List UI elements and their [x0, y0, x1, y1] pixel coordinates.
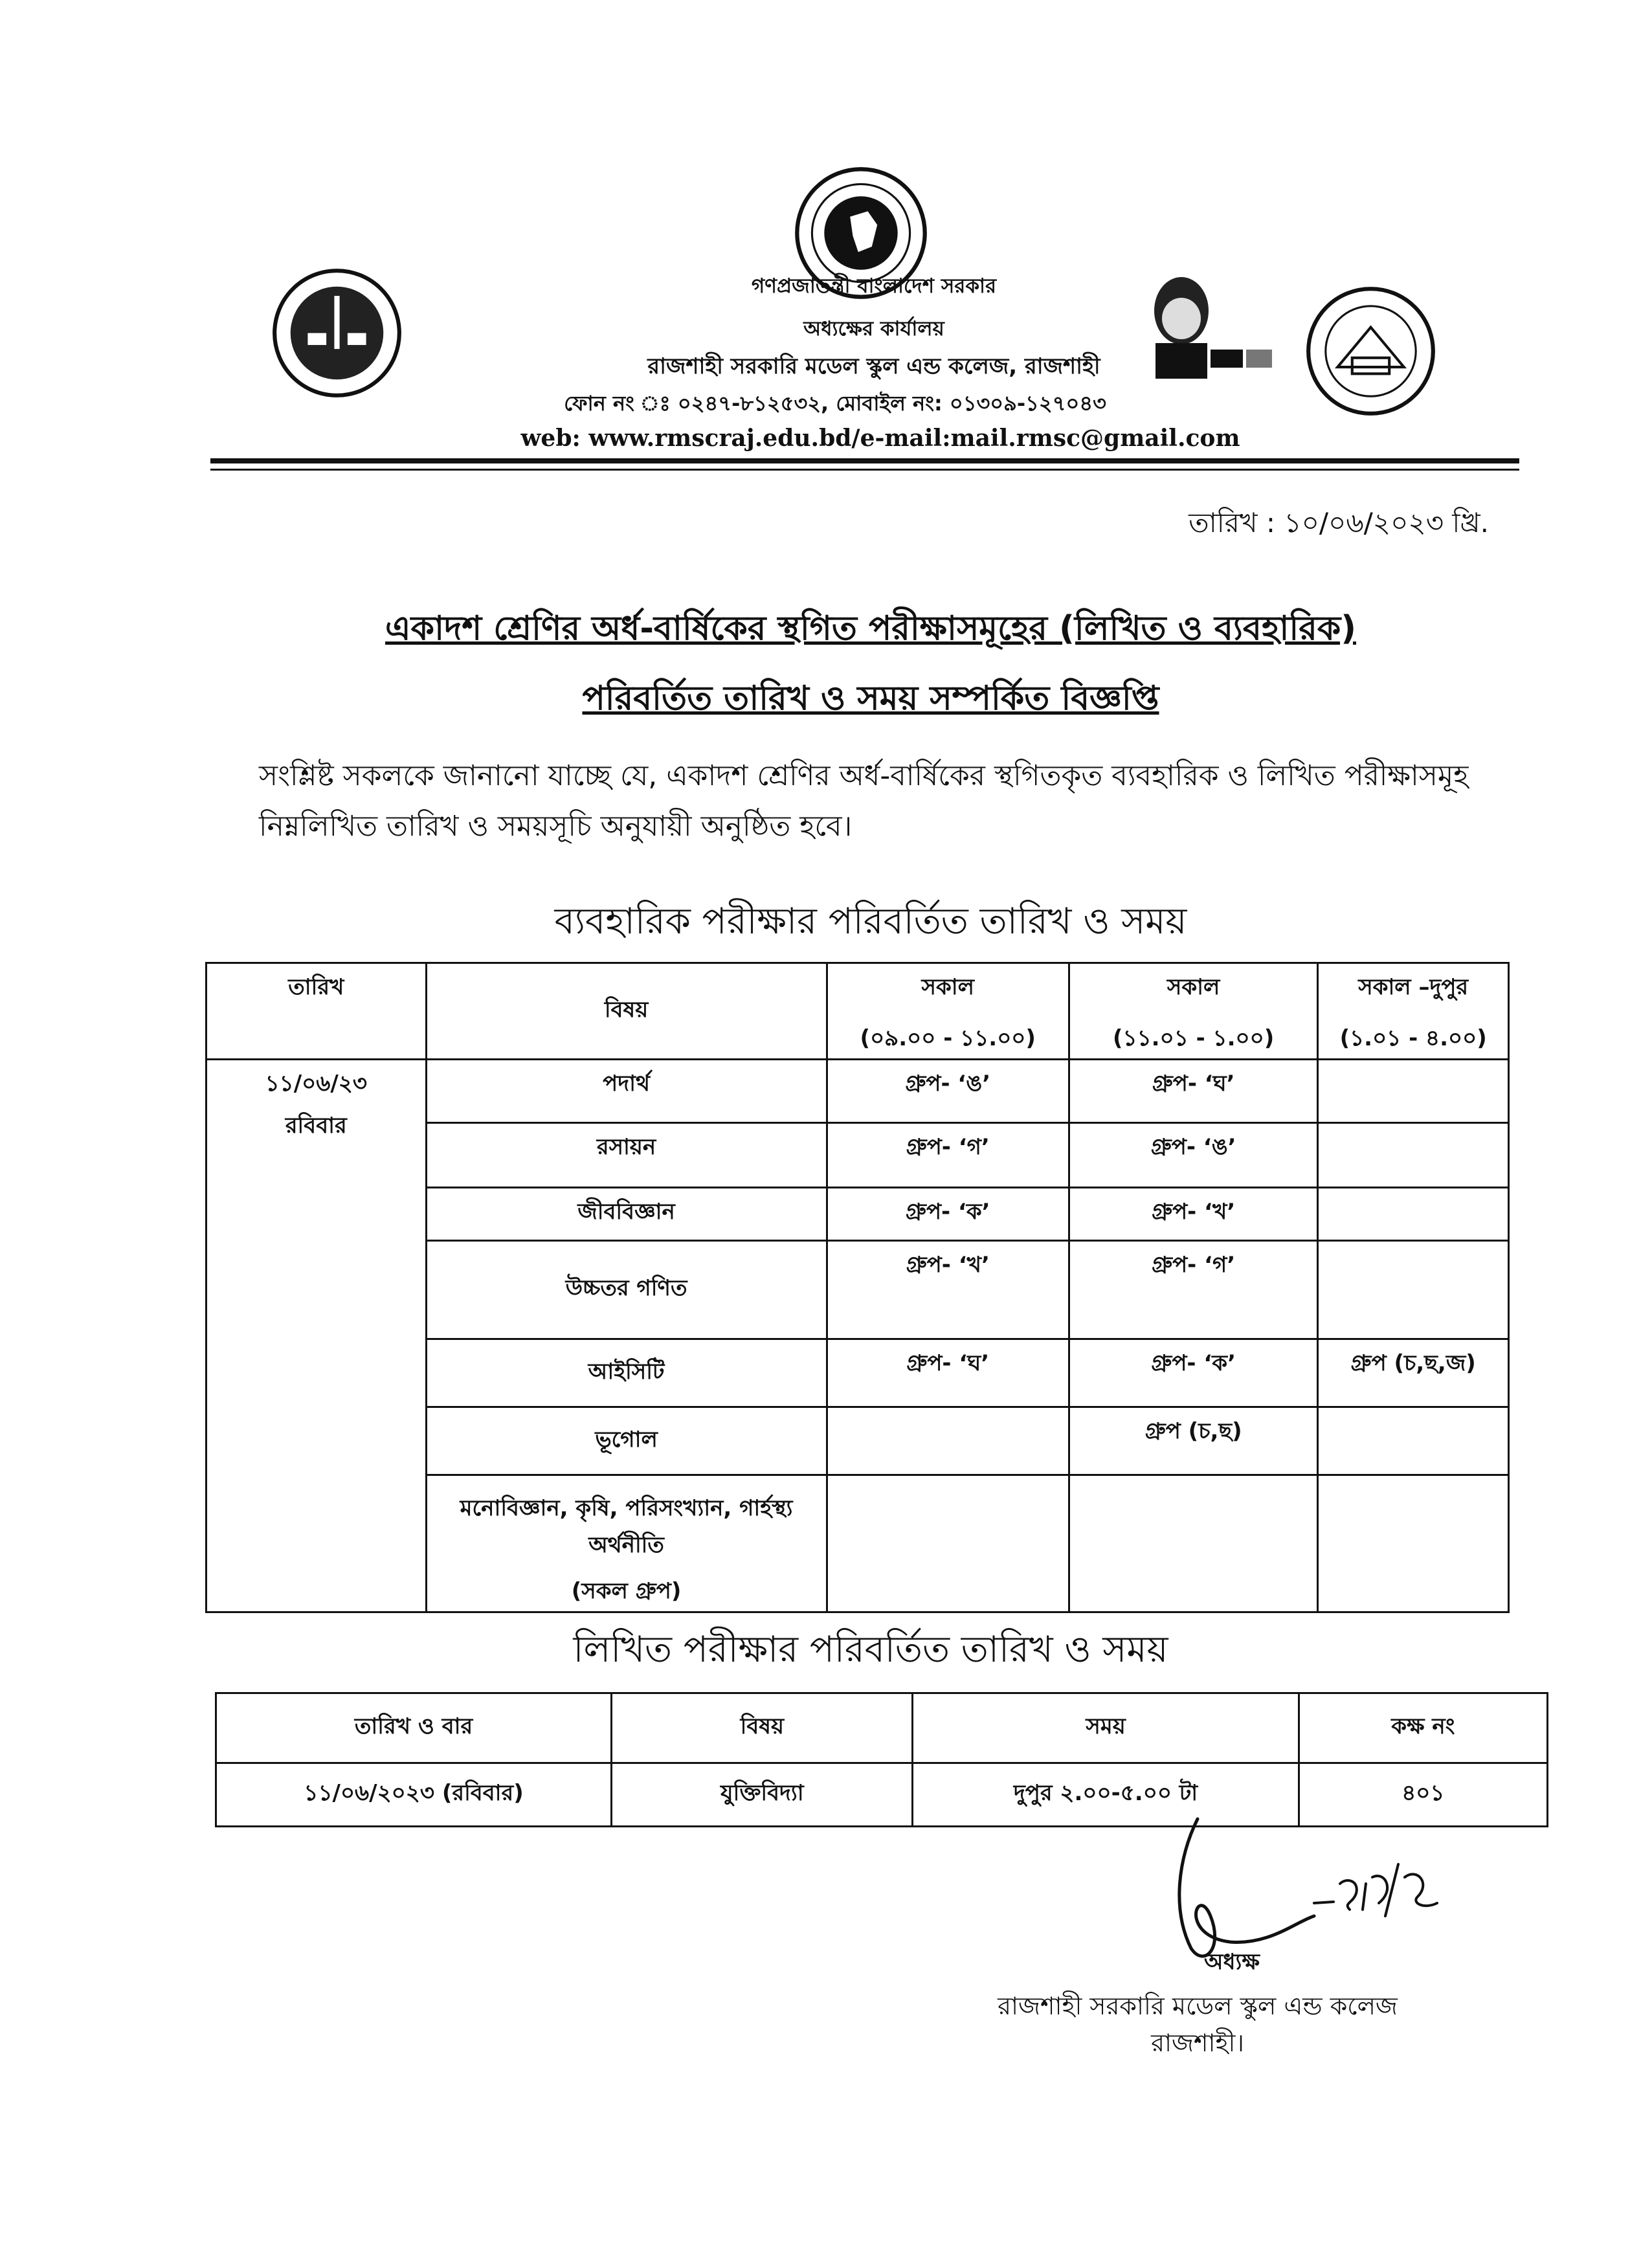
slot3-cell: [1318, 1123, 1509, 1188]
college-logo: [271, 267, 403, 399]
time-cell: দুপুর ২.০০-৫.০০ টা: [913, 1763, 1299, 1827]
slot1-cell: গ্রুপ- ‘ক’: [827, 1188, 1069, 1241]
signature-institution: রাজশাহী সরকারি মডেল স্কুল এন্ড কলেজ: [998, 1992, 1398, 2020]
slot2-cell: গ্রুপ- ‘ঙ’: [1069, 1123, 1317, 1188]
slot2-time: (১১.০১ - ১.০০): [1113, 1025, 1275, 1051]
written-heading: লিখিত পরীক্ষার পরিবর্তিত তারিখ ও সময়: [573, 1629, 1168, 1671]
subject-cell-last: [426, 1475, 827, 1612]
subject-cell: জীববিজ্ঞান: [426, 1188, 827, 1241]
practical-header-row: [206, 963, 1509, 1060]
slot3-time: (১.০১ - ৪.০০): [1339, 1025, 1487, 1051]
day-value: রবিবার: [285, 1113, 347, 1139]
slot3-cell: [1318, 1475, 1509, 1612]
slot1-cell: গ্রুপ- ‘খ’: [827, 1241, 1069, 1339]
header-web: web: www.rmscraj.edu.bd/e-mail:mail.rmsc@gmail.com: [520, 425, 1240, 452]
date-value: ১১/০৬/২৩: [265, 1071, 367, 1097]
practical-table: [205, 962, 1510, 1613]
date-day-cell: ১১/০৬/২০২৩ (রবিবার): [216, 1763, 612, 1827]
subject-cell: রসায়ন: [426, 1123, 827, 1188]
last-row-subjects: মনোবিজ্ঞান, কৃষি, পরিসংখ্যান, গার্হস্থ্য অর্থনীতি: [460, 1495, 793, 1558]
slot2-cell: গ্রুপ- ‘ঘ’: [1069, 1060, 1317, 1123]
header-room: কক্ষ নং: [1299, 1693, 1547, 1763]
slot2-cell: গ্রুপ- ‘ক’: [1069, 1339, 1317, 1407]
header-date-day: তারিখ ও বার: [216, 1693, 612, 1763]
header-subject: বিষয়: [612, 1693, 913, 1763]
header-slot3: [1318, 963, 1509, 1060]
subject-cell: উচ্চতর গণিত: [426, 1241, 827, 1339]
signature-role: অধ্যক্ষ: [1204, 1949, 1260, 1975]
practical-heading: ব্যবহারিক পরীক্ষার পরিবর্তিত তারিখ ও সময়: [554, 900, 1187, 942]
subject-cell: পদার্থ: [426, 1060, 827, 1123]
date-cell: [206, 1060, 427, 1612]
header-government: গণপ্রজাতন্ত্রী বাংলাদেশ সরকার: [751, 274, 997, 298]
table-row: [206, 1060, 1509, 1123]
signature-city: রাজশাহী।: [1151, 2029, 1244, 2057]
header-slot2: [1069, 963, 1317, 1060]
slot1-label: সকাল: [921, 974, 974, 1000]
slot3-cell: [1318, 1407, 1509, 1475]
header-divider: [210, 458, 1519, 463]
slot1-cell: গ্রুপ- ‘ঘ’: [827, 1339, 1069, 1407]
slot1-cell: গ্রুপ- ‘গ’: [827, 1123, 1069, 1188]
slot2-cell: গ্রুপ (চ,ছ): [1069, 1407, 1317, 1475]
subject-cell: যুক্তিবিদ্যা: [612, 1763, 913, 1827]
subject-cell: আইসিটি: [426, 1339, 827, 1407]
slot2-label: সকাল: [1166, 974, 1220, 1000]
slot2-cell: গ্রুপ- ‘গ’: [1069, 1241, 1317, 1339]
header-office: অধ্যক্ষের কার্যালয়: [803, 317, 944, 340]
slot3-label: সকাল –দুপুর: [1358, 974, 1469, 1000]
written-header-row: [216, 1693, 1548, 1763]
header-divider-thin: [210, 469, 1519, 471]
subject-cell: ভূগোল: [426, 1407, 827, 1475]
slot3-cell: [1318, 1241, 1509, 1339]
header-slot1: [827, 963, 1069, 1060]
header-time: সময়: [913, 1693, 1299, 1763]
header-institution: রাজশাহী সরকারি মডেল স্কুল এন্ড কলেজ, রাজশাহী: [647, 353, 1100, 379]
slot1-cell: [827, 1407, 1069, 1475]
slot1-time: (০৯.০০ - ১১.০০): [860, 1025, 1036, 1051]
slot1-cell: গ্রুপ- ‘ঙ’: [827, 1060, 1069, 1123]
header-subject: বিষয়: [426, 963, 827, 1060]
notice-title-line1: একাদশ শ্রেণির অর্ধ-বার্ষিকের স্থগিত পরীক্ষাসমূহের (লিখিত ও ব্যবহারিক): [385, 609, 1356, 648]
room-cell: ৪০১: [1299, 1763, 1547, 1827]
notice-paragraph: সংশ্লিষ্ট সকলকে জানানো যাচ্ছে যে, একাদশ শ্রেণির অর্ধ-বার্ষিকের স্থগিতকৃত ব্যবহারিক ও লিখিত পরীক্ষাসমূহ নিম্নলিখিত তারিখ ও সময়সূচি অনুযায়ী অনুষ্ঠিত হবে।: [259, 759, 1469, 843]
notice-title-line2: পরিবর্তিত তারিখ ও সময় সম্পর্কিত বিজ্ঞপ্তি: [582, 679, 1159, 718]
slot3-cell: [1318, 1060, 1509, 1123]
slot1-cell: [827, 1475, 1069, 1612]
notice-date: তারিখ : ১০/০৬/২০২৩ খ্রি.: [1189, 507, 1489, 539]
shikkha-emblem-logo: [1304, 285, 1437, 418]
header-phone: ফোন নং ঃ ০২৪৭-৮১২৫৩২, মোবাইল নং: ০১৩০৯-১২৭০৪৩: [564, 391, 1106, 416]
slot3-cell: [1318, 1188, 1509, 1241]
last-row-note: (সকল গ্রুপ): [571, 1578, 682, 1604]
slot3-cell: গ্রুপ (চ,ছ,জ): [1318, 1339, 1509, 1407]
header-date: তারিখ: [206, 963, 427, 1060]
slot2-cell: [1069, 1475, 1317, 1612]
slot2-cell: গ্রুপ- ‘খ’: [1069, 1188, 1317, 1241]
